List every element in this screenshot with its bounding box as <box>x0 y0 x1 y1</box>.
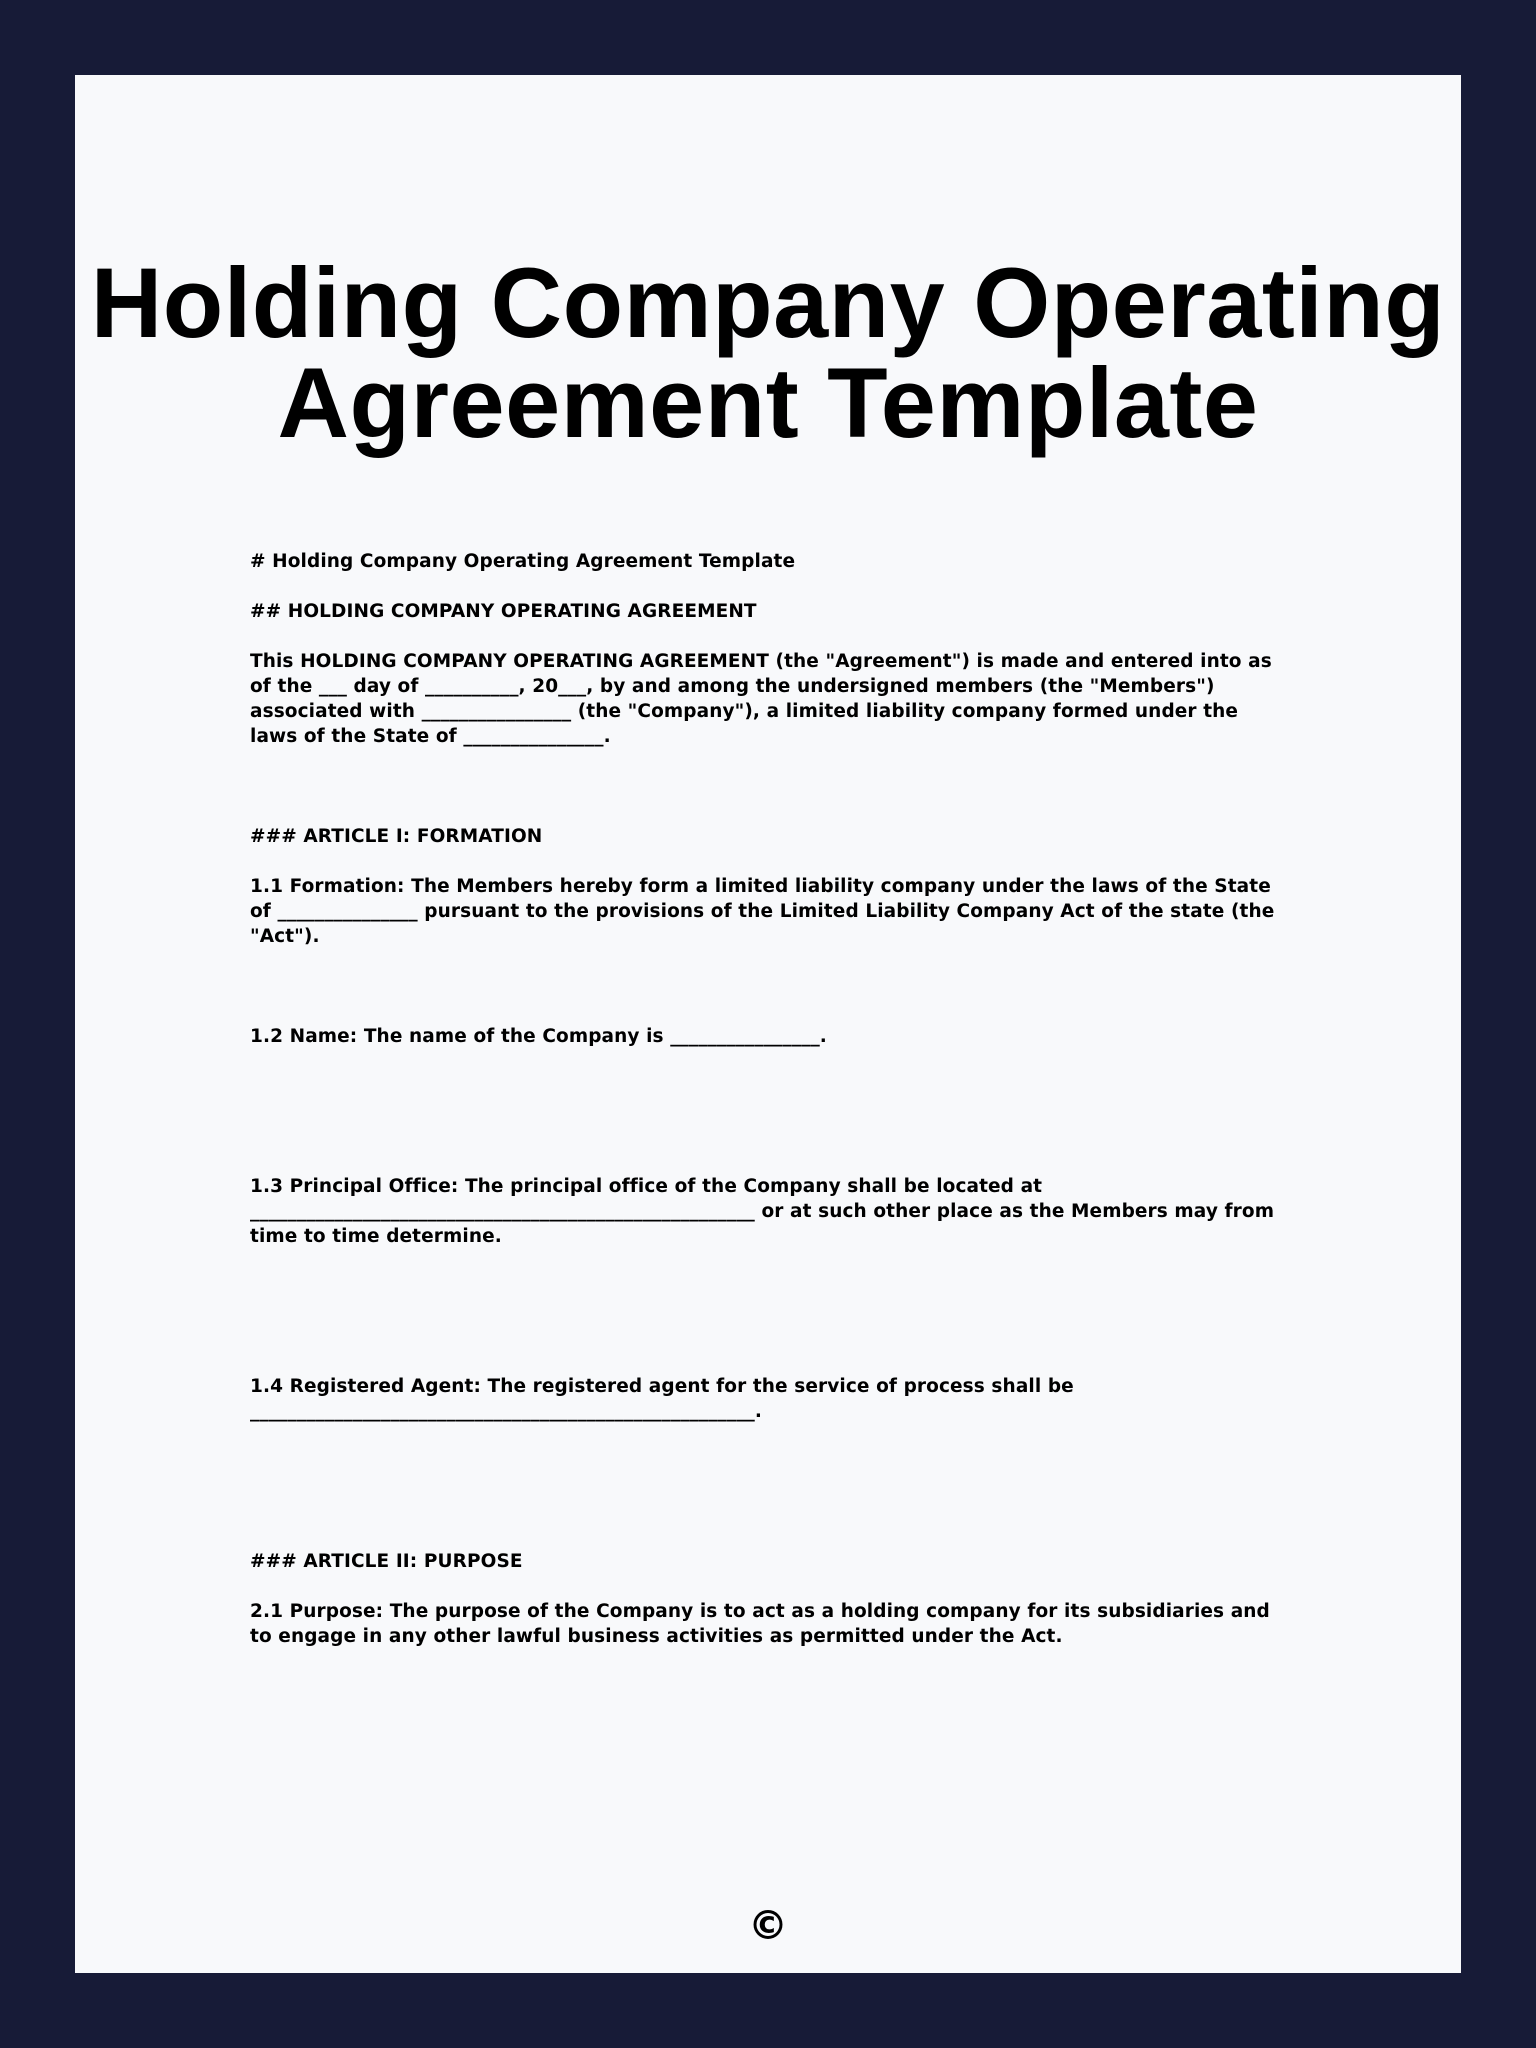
section-1-2: 1.2 Name: The name of the Company is ________________. <box>250 1026 827 1047</box>
section-1-4: 1.4 Registered Agent: The registered agent for the service of process shall be ______________________________________________________. <box>250 1376 1081 1422</box>
copyright-icon: © <box>748 1903 788 1949</box>
section-1-1: 1.1 Formation: The Members hereby form a limited liability company under the laws of the State of _______________ pursuant to the provisions of the Limited Liability Company Act of the state (the "Act"). <box>250 876 1281 947</box>
section-1-3: 1.3 Principal Office: The principal office of the Company shall be located at ______________________________________________________ or at such other place as the Members may from time to time determine. <box>250 1176 1281 1247</box>
intro-paragraph: This HOLDING COMPANY OPERATING AGREEMENT (the "Agreement") is made and entered into as of the ___ day of __________, 20___, by and among the undersigned members (the "Members") associated with ________________ (the "Company"), a limited liability company formed under the laws of the State of _______________. <box>250 651 1279 747</box>
title-line-1: Holding Company Operating <box>90 247 1446 358</box>
section-2-1: 2.1 Purpose: The purpose of the Company is to act as a holding company for its subsidiaries and to engage in any other lawful business activities as permitted under the Act. <box>250 1601 1277 1647</box>
article-2-heading: ### ARTICLE II: PURPOSE <box>250 1551 523 1572</box>
title-line-2: Agreement Template <box>277 347 1259 458</box>
heading-h2: ## HOLDING COMPANY OPERATING AGREEMENT <box>250 601 757 622</box>
document-page <box>75 75 1461 1973</box>
article-1-heading: ### ARTICLE I: FORMATION <box>250 826 543 847</box>
heading-h1: # Holding Company Operating Agreement Template <box>250 551 796 572</box>
document-title <box>75 247 1461 458</box>
